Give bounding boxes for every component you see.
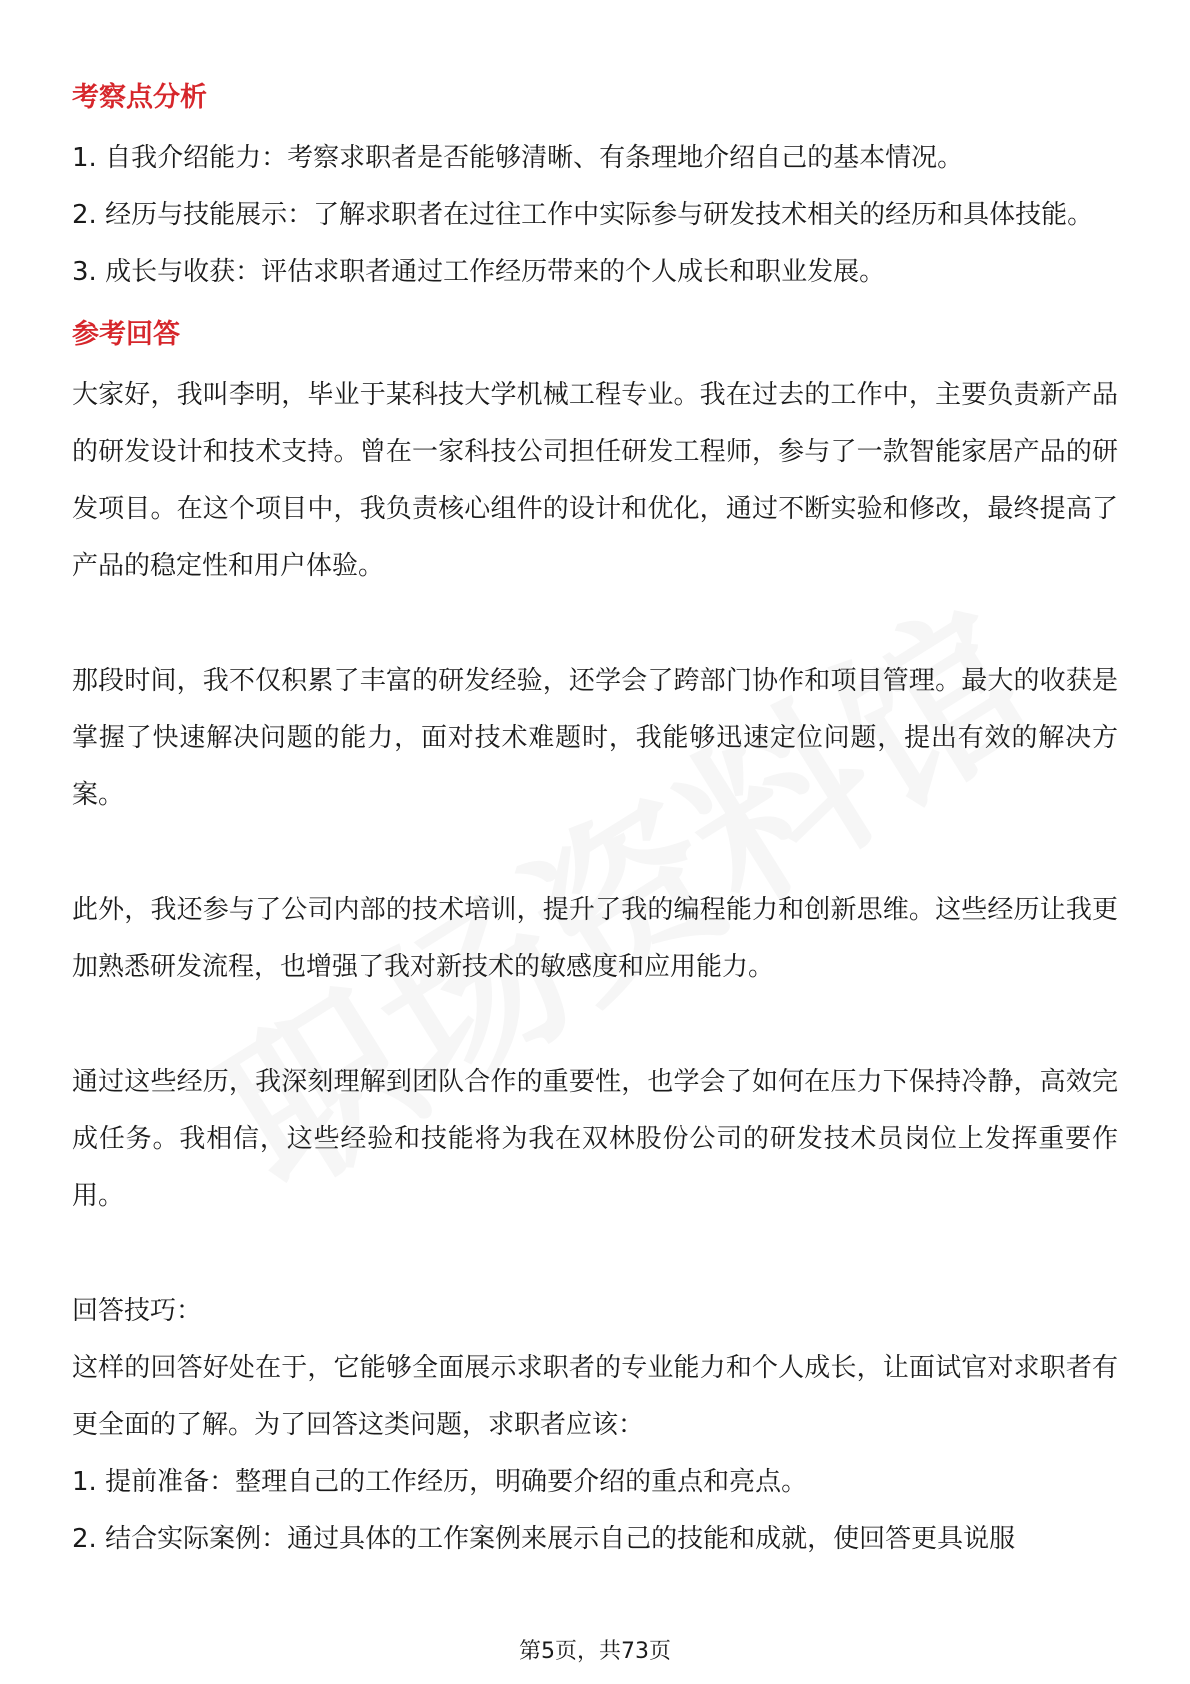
analysis-item: 3. 成长与收获：评估求职者通过工作经历带来的个人成长和职业发展。: [72, 257, 886, 287]
answer-paragraph: 通过这些经历，我深刻理解到团队合作的重要性，也学会了如何在压力下保持冷静，高效完成任务。我相信，这些经验和技能将为我在双林股份公司的研发技术员岗位上发挥重要作用。: [72, 1067, 1118, 1211]
analysis-item: 2. 经历与技能展示：了解求职者在过往工作中实际参与研发技术相关的经历和具体技能。: [72, 200, 1094, 230]
answer-paragraph: 那段时间，我不仅积累了丰富的研发经验，还学会了跨部门协作和项目管理。最大的收获是掌握了快速解决问题的能力，面对技术难题时，我能够迅速定位问题，提出有效的解决方案。: [72, 666, 1118, 810]
tips-heading: 回答技巧：: [72, 1296, 203, 1326]
section-title-answer: 参考回答: [72, 319, 180, 350]
page-number-footer: 第5页，共73页: [519, 1639, 671, 1664]
tips-item: 1. 提前准备：整理自己的工作经历，明确要介绍的重点和亮点。: [72, 1467, 808, 1497]
tips-item: 2. 结合实际案例：通过具体的工作案例来展示自己的技能和成就，使回答更具说服: [72, 1524, 1016, 1554]
tips-intro: 这样的回答好处在于，它能够全面展示求职者的专业能力和个人成长，让面试官对求职者有更全面的了解。为了回答这类问题，求职者应该：: [72, 1353, 1118, 1440]
answer-paragraph: 此外，我还参与了公司内部的技术培训，提升了我的编程能力和创新思维。这些经历让我更加熟悉研发流程，也增强了我对新技术的敏感度和应用能力。: [72, 895, 1118, 982]
document-page: [72, 78, 1118, 1568]
analysis-item: 1. 自我介绍能力：考察求职者是否能够清晰、有条理地介绍自己的基本情况。: [72, 143, 964, 173]
section-title-analysis: 考察点分析: [72, 82, 207, 113]
answer-paragraph: 大家好，我叫李明，毕业于某科技大学机械工程专业。我在过去的工作中，主要负责新产品的研发设计和技术支持。曾在一家科技公司担任研发工程师，参与了一款智能家居产品的研发项目。在这个项目中，我负责核心组件的设计和优化，通过不断实验和修改，最终提高了产品的稳定性和用户体验。: [72, 380, 1118, 581]
